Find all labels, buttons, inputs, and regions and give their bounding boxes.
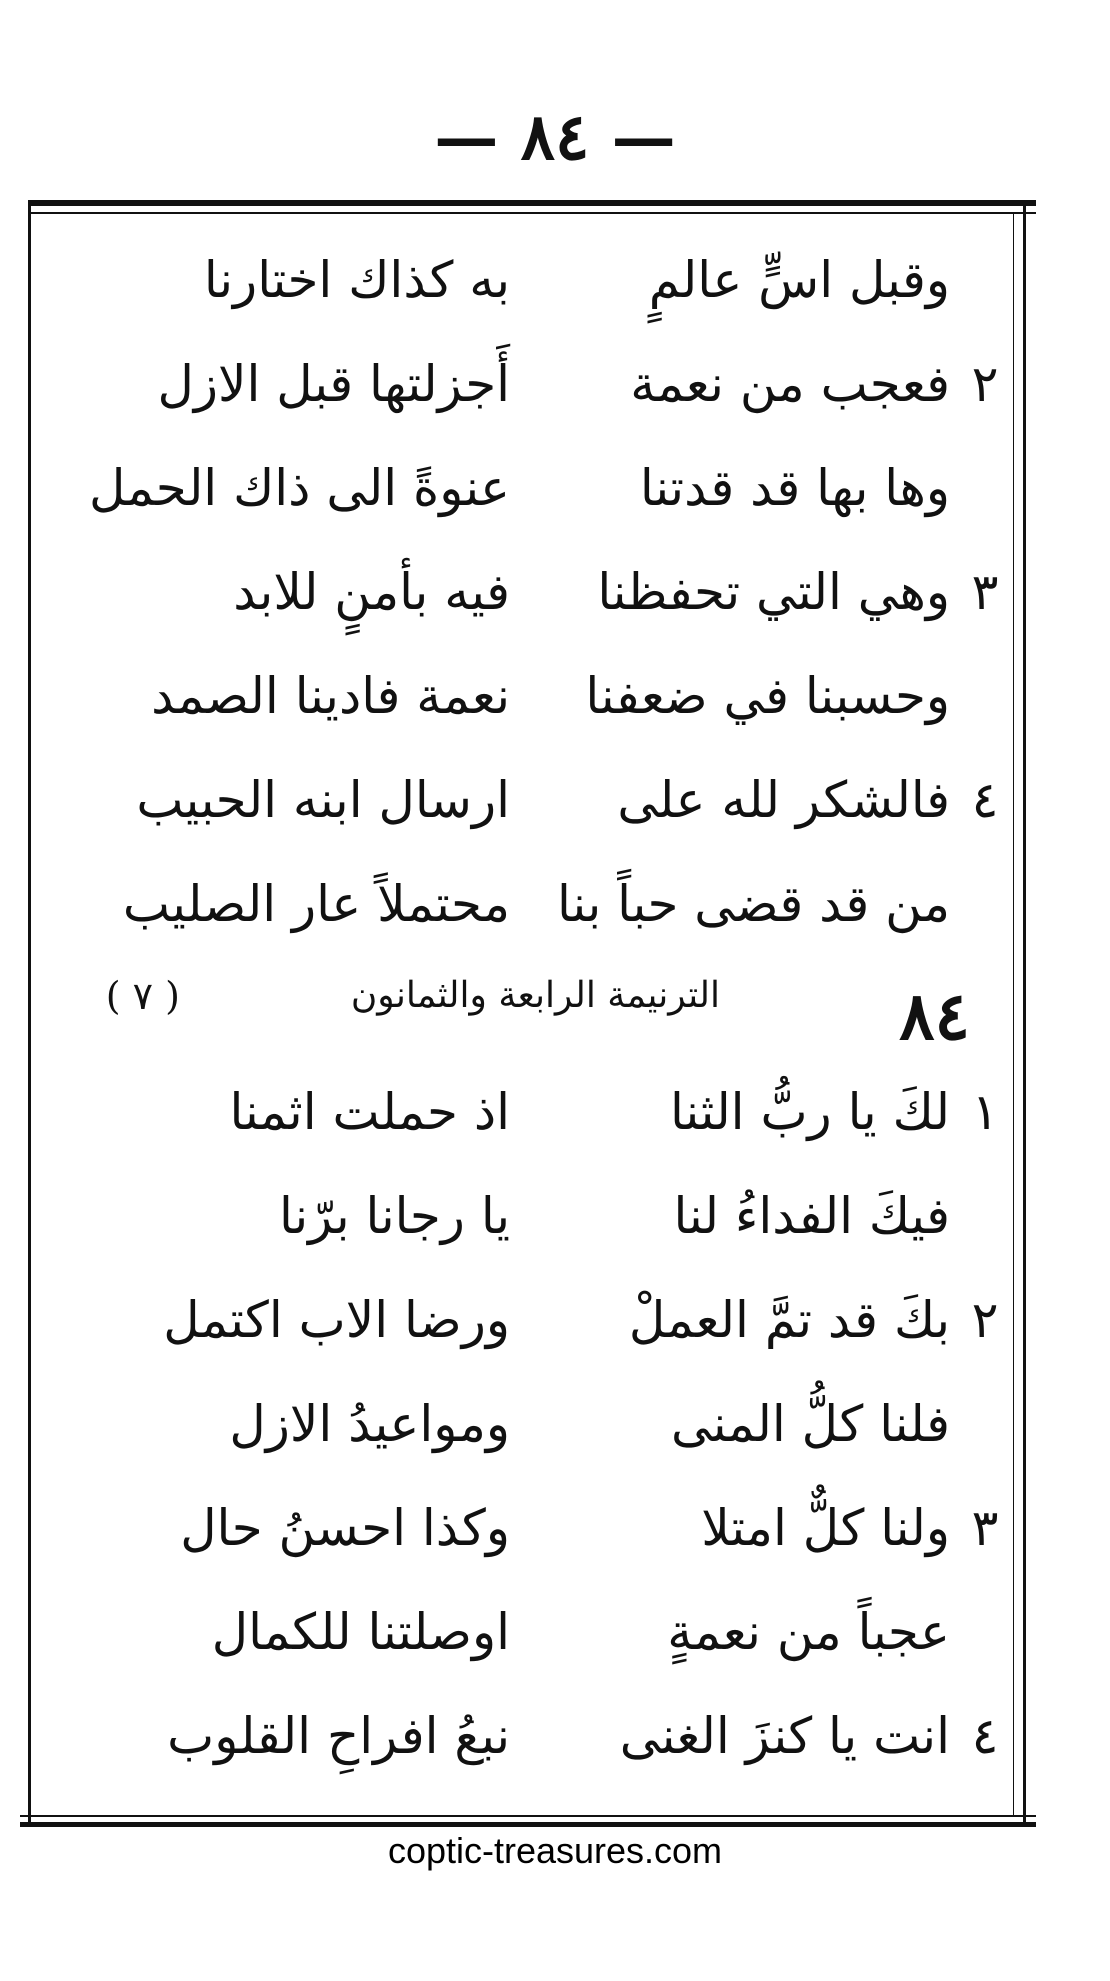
second-hemistich: ورضا الاب اكتمل <box>163 1291 510 1349</box>
second-hemistich: اذ حملت اثمنا <box>229 1083 510 1141</box>
second-hemistich: اوصلتنا للكمال <box>211 1603 510 1661</box>
verse-line <box>60 1268 1010 1372</box>
first-hemistich: بكَ قد تمَّ العملْ <box>628 1291 950 1349</box>
verse-line <box>60 1372 1010 1476</box>
first-hemistich: من قد قضى حباً بنا <box>557 875 950 933</box>
frame-bottom-rule <box>20 1815 1036 1817</box>
first-hemistich: وها بها قد قدتنا <box>639 459 950 517</box>
first-hemistich: فالشكر لله على <box>617 771 950 829</box>
first-hemistich: ولنا كلٌّ امتلا <box>701 1499 950 1557</box>
first-hemistich: لكَ يا ربُّ الثنا <box>670 1083 950 1141</box>
first-hemistich: انت يا كنزَ الغنى <box>619 1707 950 1765</box>
verse-line <box>60 748 1010 852</box>
verse-line <box>60 1164 1010 1268</box>
verse-line <box>60 332 1010 436</box>
second-hemistich: نبعُ افراحِ القلوب <box>167 1707 510 1765</box>
verse-line <box>60 540 1010 644</box>
verse-line <box>60 852 1010 956</box>
hymn-heading <box>60 956 1010 1060</box>
second-hemistich: نعمة فادينا الصمد <box>151 667 510 725</box>
verse-line <box>60 436 1010 540</box>
verse-line <box>60 644 1010 748</box>
first-hemistich: فعجب من نعمة <box>630 355 950 413</box>
hymn-title: الترنيمة الرابعة والثمانون <box>350 975 720 1016</box>
second-hemistich: فيه بأمنٍ للابد <box>233 563 510 621</box>
second-hemistich: محتملاً عار الصليب <box>122 875 510 933</box>
first-hemistich: فيكَ الفداءُ لنا <box>673 1187 950 1245</box>
verse-number: ٣ <box>971 1499 999 1557</box>
verse-number: ٤ <box>971 771 999 829</box>
frame-right-inner-rule <box>1013 212 1014 1817</box>
verse-number: ٢ <box>971 355 999 413</box>
verse-number: ٤ <box>971 1707 999 1765</box>
hymn-text-block <box>60 228 1010 1808</box>
page-number: — ٨٤ — <box>434 100 676 175</box>
second-hemistich: أَجزلتها قبل الازل <box>157 355 510 413</box>
verse-line <box>60 228 1010 332</box>
second-hemistich: به كذاك اختارنا <box>203 251 510 309</box>
second-hemistich: ارسال ابنه الحبيب <box>136 771 510 829</box>
hymn-number: ٨٤ <box>899 977 970 1055</box>
frame-top-rule <box>28 200 1036 206</box>
footer-website: coptic-treasures.com <box>387 1830 723 1871</box>
frame-left-rule <box>28 200 31 1822</box>
frame-bottom-thick-rule <box>20 1822 1036 1827</box>
frame-top-inner-rule <box>28 212 1036 214</box>
verse-number: ٣ <box>971 563 999 621</box>
second-hemistich: ومواعيدُ الازل <box>229 1395 510 1453</box>
first-hemistich: عجباً من نعمةٍ <box>667 1603 950 1661</box>
hymn-tune-number: ( ٧ ) <box>105 974 180 1018</box>
verse-number: ٢ <box>971 1291 999 1349</box>
second-hemistich: عنوةً الى ذاك الحمل <box>89 459 510 517</box>
verse-number: ١ <box>971 1083 999 1141</box>
first-hemistich: وهي التي تحفظنا <box>597 563 950 621</box>
frame-right-rule <box>1023 200 1026 1822</box>
first-hemistich: وحسبنا في ضعفنا <box>585 667 950 725</box>
second-hemistich: يا رجانا برّنا <box>278 1187 510 1245</box>
verse-line <box>60 1476 1010 1580</box>
verse-line <box>60 1684 1010 1788</box>
second-hemistich: وكذا احسنُ حال <box>180 1499 510 1557</box>
verse-line <box>60 1580 1010 1684</box>
first-hemistich: وقبل اسٍّ عالمٍ <box>648 251 950 309</box>
verse-line <box>60 1060 1010 1164</box>
first-hemistich: فلنا كلُّ المنى <box>670 1395 950 1453</box>
